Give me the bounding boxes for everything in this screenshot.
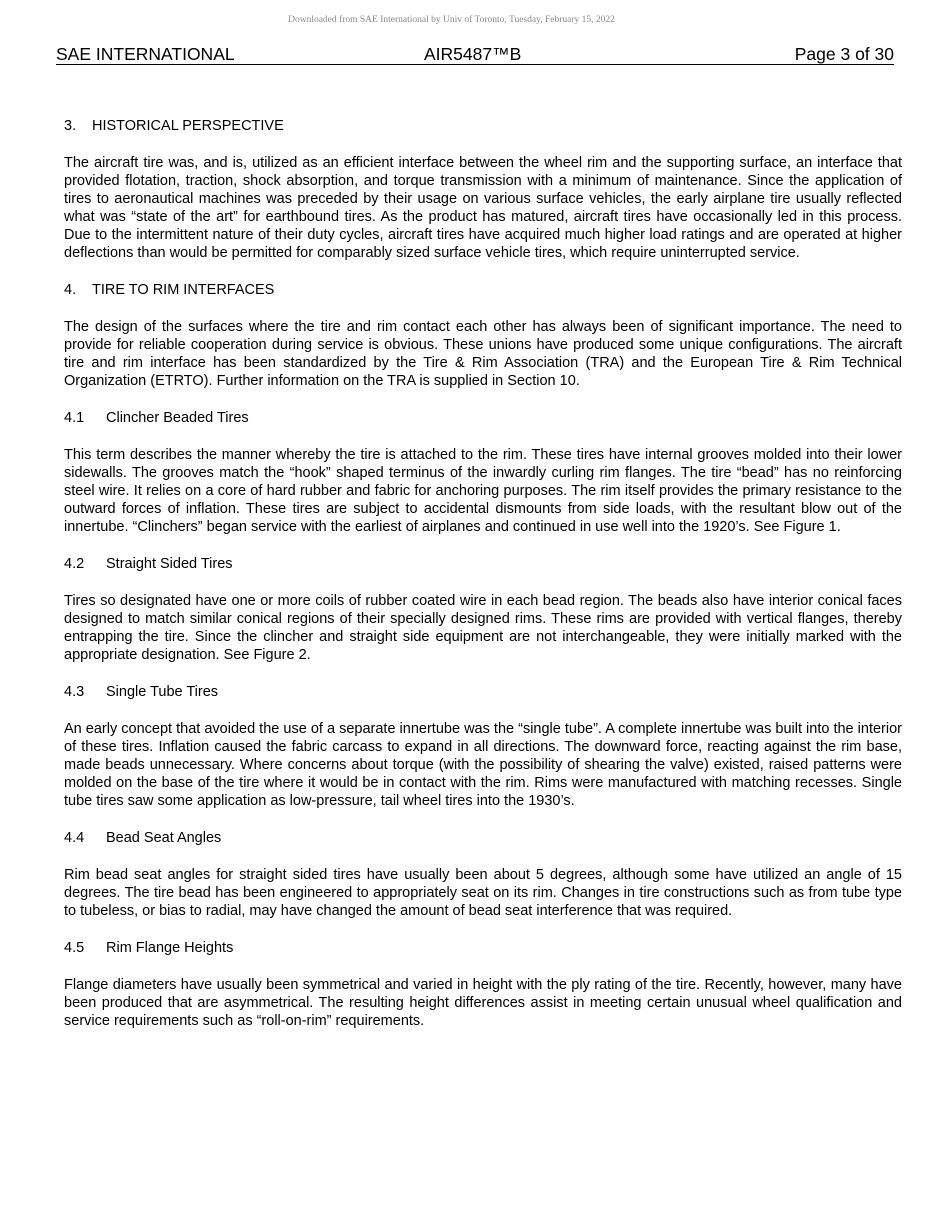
- header-page-number: Page 3 of 30: [794, 44, 894, 64]
- section-heading-4-1: [64, 409, 902, 427]
- section-paragraph-4-4: Rim bead seat angles for straight sided tires have usually been about 5 degrees, although some have utilized an angle of 15 degrees. The tire bead has been engineered to appropriately seat on its rim. Changes in tire constructions such as from tube type to tubeless, or bias to radial, may have changed the amount of bead seat interference that was required.: [64, 867, 902, 919]
- section-paragraph-3: The aircraft tire was, and is, utilized as an efficient interface between the wheel rim and the supporting surface, an interface that provided flotation, traction, shock absorption, and torque transmission with a minimum of maintenance. Since the application of tires to aeronautical machines was preceded by their usage on various surface vehicles, the early airplane tire usually reflected what was “state of the art” for earthbound tires. As the product has matured, aircraft tires have occasionally led in this process. Due to the intermittent nature of their duty cycles, aircraft tires have acquired much higher load ratings and are operated at higher deflections than would be permitted for comparably sized surface vehicle tires, which require uninterrupted service.: [64, 155, 902, 261]
- section-heading-4: [64, 281, 902, 299]
- section-title: HISTORICAL PERSPECTIVE: [92, 118, 284, 134]
- section-title: Rim Flange Heights: [106, 940, 234, 956]
- section-title: Clincher Beaded Tires: [106, 410, 249, 426]
- section-title: Single Tube Tires: [106, 684, 219, 700]
- header-organization: SAE INTERNATIONAL: [56, 44, 235, 64]
- section-number: 4.2: [64, 556, 85, 572]
- header-document-id: AIR5487™B: [424, 44, 522, 64]
- page-header: [56, 44, 894, 65]
- section-number: 4.4: [64, 830, 85, 846]
- download-watermark: Downloaded from SAE International by Univ of Toronto, Tuesday, February 15, 2022: [288, 15, 615, 25]
- section-paragraph-4-3: An early concept that avoided the use of a separate innertube was the “single tube”. A complete innertube was built into the interior of these tires. Inflation caused the fabric carcass to expand in all directions. The downward force, reacting against the rim base, made beads unnecessary. Where concerns about torque (with the possibility of shearing the valve) existed, raised patterns were molded on the base of the tire where it would be in contact with the rim. Rims were manufactured with matching recesses. Single tube tires saw some application as low-pressure, tail wheel tires into the 1930’s.: [64, 721, 902, 809]
- section-heading-4-4: [64, 829, 902, 847]
- section-title: Bead Seat Angles: [106, 830, 222, 846]
- section-number: 4.3: [64, 684, 85, 700]
- section-paragraph-4-2: Tires so designated have one or more coils of rubber coated wire in each bead region. The beads also have interior conical faces designed to match similar conical regions of their specially designed rims. These rims are provided with vertical flanges, thereby entrapping the tire. Since the clincher and straight side equipment are not interchangeable, they were initially marked with the appropriate designation. See Figure 2.: [64, 593, 902, 663]
- section-paragraph-4-1: This term describes the manner whereby the tire is attached to the rim. These tires have internal grooves molded into their lower sidewalls. The grooves match the “hook” shaped terminus of the inwardly curling rim flanges. The tire “bead” has no reinforcing steel wire. It relies on a core of hard rubber and fabric for anchoring purposes. The rim itself provides the primary resistance to the outward forces of inflation. These tires are subject to accidental dismounts from side loads, with the resultant blow out of the innertube. “Clinchers” began service with the earliest of airplanes and continued in use well into the 1920’s. See Figure 1.: [64, 447, 902, 535]
- section-number: 4.1: [64, 410, 85, 426]
- section-number: 4.5: [64, 940, 85, 956]
- section-paragraph-4: The design of the surfaces where the tire and rim contact each other has always been of significant importance. The need to provide for reliable cooperation during service is obvious. These unions have produced some unique configurations. The aircraft tire and rim interface has been standardized by the Tire & Rim Association (TRA) and the European Tire & Rim Technical Organization (ETRTO). Further information on the TRA is supplied in Section 10.: [64, 319, 902, 389]
- section-heading-4-2: [64, 555, 902, 573]
- document-body: [64, 117, 902, 1049]
- section-number: 3.: [64, 118, 77, 134]
- section-paragraph-4-5: Flange diameters have usually been symmetrical and varied in height with the ply rating of the tire. Recently, however, many have been produced that are asymmetrical. The resulting height differences assist in meeting certain unusual wheel qualification and service requirements such as “roll-on-rim” requirements.: [64, 977, 902, 1029]
- section-heading-3: [64, 117, 902, 135]
- section-title: TIRE TO RIM INTERFACES: [92, 282, 275, 298]
- section-heading-4-5: [64, 939, 902, 957]
- section-heading-4-3: [64, 683, 902, 701]
- section-title: Straight Sided Tires: [106, 556, 233, 572]
- section-number: 4.: [64, 282, 77, 298]
